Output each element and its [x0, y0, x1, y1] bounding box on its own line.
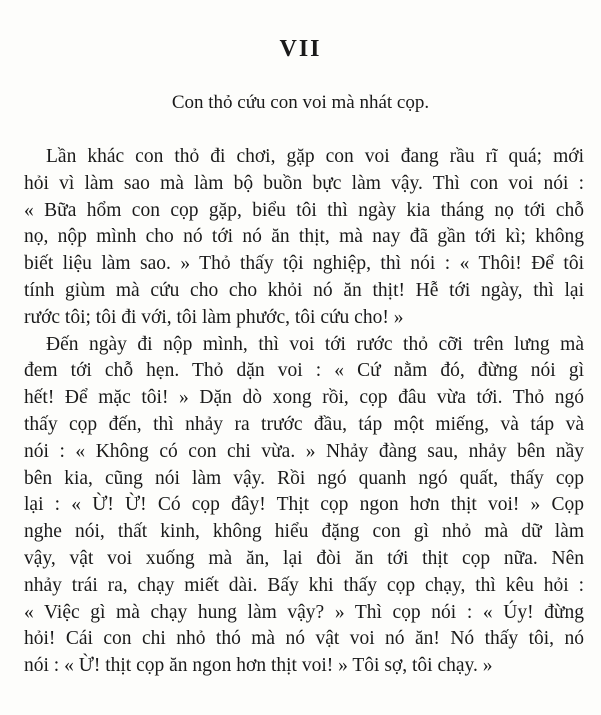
text-line: rước tôi; tôi đi với, tôi làm phước, tôi cứu cho! » — [24, 306, 404, 328]
text-line: Đến ngày đi nộp mình, thì voi tới rước thỏ cỡi trên lưng mà — [46, 333, 584, 355]
text-line: « Bữa hổm con cọp gặp, biểu tôi thì ngày kia tháng nọ tới chỗ — [24, 199, 584, 221]
text-line: tính giùm mà cứu cho cho khỏi nó ăn thịt! Hễ tới ngày, thì lại — [24, 279, 584, 301]
text-line: lại : « Ừ! Ừ! Có cọp đây! Thịt cọp ngon hơn thịt voi! » Cọp — [24, 494, 584, 516]
text-line: nghe nói, thất kinh, không hiểu đặng con gì nhỏ mà dữ làm — [24, 521, 584, 543]
text-line: « Việc gì mà chạy hung làm vậy? » Thì cọp nói : « Úy! đừng — [24, 601, 584, 623]
text-line: nhảy trái ra, chạy miết dài. Bấy khi thấy cọp chạy, thì kêu hỏi : — [24, 574, 584, 596]
text-line: nói : « Không có con chi vừa. » Nhảy đàng sau, nhảy bên nầy — [24, 440, 584, 462]
text-line: hỏi! Cái con chi nhỏ thó mà nó vật voi nó ăn! Nó thấy tôi, nó — [24, 628, 584, 650]
text-line: hỏi vì làm sao mà làm bộ buồn bực làm vậy. Thì con voi nói : — [24, 172, 584, 194]
text-line: nói : « Ừ! thịt cọp ăn ngon hơn thịt voi! » Tôi sợ, tôi chạy. » — [24, 655, 493, 677]
text-line: hết! Để mặc tôi! » Dặn dò xong rồi, cọp đâu vừa tới. Thỏ ngó — [24, 387, 584, 409]
text-line: Lần khác con thỏ đi chơi, gặp con voi đang rầu rĩ quá; mới — [46, 146, 584, 167]
text-line: bên kia, cũng nói làm vậy. Rồi ngó quanh ngó quất, thấy cọp — [24, 467, 584, 489]
chapter-title: Con thỏ cứu con voi mà nhát cọp. — [171, 92, 430, 113]
text-line: thấy cọp đến, thì nhảy ra trước đầu, táp một miếng, và táp và — [24, 413, 584, 435]
text-line: nọ, nộp mình cho nó tới nó ăn thịt, mà nay đã gần tới kì; không — [24, 226, 584, 248]
text-line: đem tới chỗ hẹn. Thỏ dặn voi : « Cứ nằm đó, đừng nói gì — [24, 360, 584, 382]
story-text — [24, 144, 584, 680]
text-line: biết liệu làm sao. » Thỏ thấy tội nghiệp, thì nói : « Thôi! Để tôi — [24, 253, 584, 275]
text-line: vậy, vật voi xuống mà ăn, lại đòi ăn tới thịt cọp nữa. Nên — [24, 547, 584, 569]
chapter-number: VII — [279, 36, 322, 62]
